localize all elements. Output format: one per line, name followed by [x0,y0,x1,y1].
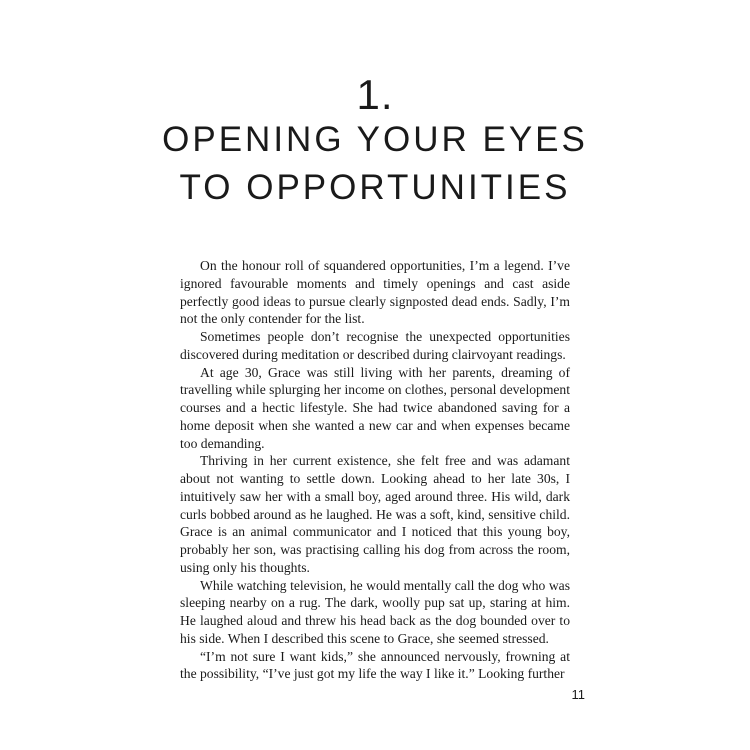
page-number: 11 [571,687,585,702]
paragraph: Thriving in her current existence, she felt free and was adamant about not wanting to settle down. Looking ahead to her late 30s, I intuitively saw her with a small boy, aged around three. His wild, dark curls bobbed around as he laughed. He was a soft, kind, sensitive child. Grace is an animal communicator and I noticed that this young boy, probably her son, was practising calling his dog from across the room, using only his thoughts. [180,453,570,575]
paragraph: While watching television, he would mentally call the dog who was sleeping nearby on a rug. The dark, woolly pup sat up, staring at him. He laughed aloud and threw his head back as the dog bounded over to his side. When I described this scene to Grace, she seemed stressed. [180,577,570,646]
paragraph: “I’m not sure I want kids,” she announced nervously, frowning at the possibility, “I’ve just got my life the way I like it.” Looking further [180,648,570,682]
chapter-title-line-1: OPENING YOUR EYES [162,120,588,159]
paragraph: At age 30, Grace was still living with her parents, dreaming of travelling while splurging her income on clothes, personal development courses and a hectic lifestyle. She had twice abandoned saving for a home deposit when she wanted a new car and when expenses became too demanding. [180,364,570,451]
body-text [180,257,570,683]
paragraph: Sometimes people don’t recognise the unexpected opportunities discovered during meditation or described during clairvoyant readings. [180,329,570,362]
chapter-title [0,116,750,212]
chapter-title-line-2: TO OPPORTUNITIES [179,168,571,207]
paragraph: On the honour roll of squandered opportunities, I’m a legend. I’ve ignored favourable moments and timely openings and cast aside perfectly good ideas to pursue clearly signposted dead ends. Sadly, I’m not the only contender for the list. [180,258,570,327]
chapter-number: 1. [356,71,394,118]
